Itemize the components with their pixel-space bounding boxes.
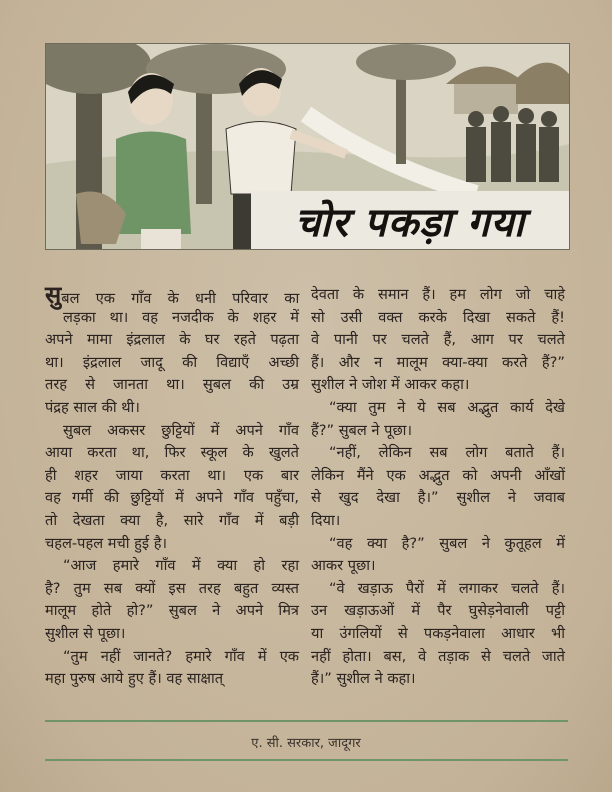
- text-line: [311, 533, 567, 556]
- footer-rule-bottom: [45, 759, 568, 761]
- text-column-right: [311, 284, 567, 691]
- text-line: [45, 487, 301, 510]
- text-line: [311, 465, 567, 488]
- line-text: उन खड़ाऊओं में पैर घुसेड़नेवाली पट्टी: [311, 602, 565, 620]
- drop-cap: सु: [45, 281, 62, 309]
- text-line: [45, 442, 301, 465]
- line-text: सुशील ने जोश में आकर कहा।: [311, 376, 470, 394]
- line-text: मालूम होते हो?” सुबल ने अपने मित्र: [45, 602, 299, 620]
- line-text: “आज हमारे गाँव में क्या हो रहा: [63, 557, 299, 575]
- line-text: महा पुरुष आये हुए हैं। वह साक्षात्: [45, 670, 224, 688]
- story-title: चोर पकड़ा गया: [294, 199, 526, 246]
- line-text: वह गर्मी की छुट्टियों में अपने गाँव पहुँचा,: [45, 489, 299, 507]
- text-line: [45, 555, 301, 578]
- text-line: [45, 352, 301, 375]
- text-line: [45, 600, 301, 623]
- text-line: [311, 374, 567, 397]
- text-line: [45, 646, 301, 669]
- line-text: हैं।” सुशील ने कहा।: [311, 670, 416, 688]
- line-text: आया करता था, फिर स्कूल के खुलते: [45, 444, 299, 462]
- text-line: [311, 578, 567, 601]
- text-line: [45, 397, 301, 420]
- text-line: [45, 307, 301, 330]
- text-line: [45, 623, 301, 646]
- line-text: “वे खड़ाऊ पैरों में लगाकर चलते हैं।: [329, 579, 565, 597]
- text-line: [45, 420, 301, 443]
- line-text: तरह से जानता था। सुबल की उम्र: [45, 376, 299, 394]
- text-line: [45, 329, 301, 352]
- line-text: तो देखता क्या है, सारे गाँव में बड़ी: [45, 511, 299, 529]
- text-line: [311, 442, 567, 465]
- line-text: बल एक गाँव के धनी परिवार का: [61, 290, 300, 307]
- text-line: [45, 510, 301, 533]
- text-line: [311, 646, 567, 669]
- text-line: [311, 284, 567, 307]
- text-line: [311, 307, 567, 330]
- line-text: दिया।: [311, 511, 341, 529]
- line-text: से खुद देखा है।” सुशील ने जवाब: [311, 489, 565, 507]
- text-line: [311, 623, 567, 646]
- text-line: [311, 329, 567, 352]
- text-column-left: [45, 281, 301, 691]
- text-line: [311, 510, 567, 533]
- line-text: है? तुम सब क्यों इस तरह बहुत व्यस्त: [45, 579, 299, 597]
- footer-rule-top: [45, 720, 568, 722]
- text-line: [45, 374, 301, 397]
- text-line: [311, 397, 567, 420]
- line-text: वे पानी पर चलते हैं, आग पर चलते: [311, 331, 565, 349]
- story-title-panel: [251, 191, 569, 249]
- line-text: हैं?” सुबल ने पूछा।: [311, 421, 412, 439]
- line-text: सुशील से पूछा।: [45, 624, 126, 642]
- line-text: पंद्रह साल की थी।: [45, 398, 140, 416]
- text-line: [311, 555, 567, 578]
- line-text: “तुम नहीं जानते? हमारे गाँव में एक: [63, 647, 299, 665]
- author-credit: ए. सी. सरकार, जादूगर: [251, 736, 361, 751]
- line-text: “नहीं, लेकिन सब लोग बताते हैं।: [329, 444, 565, 462]
- line-text: था। इंद्रलाल जादू की विद्याएँ अच्छी: [45, 353, 299, 371]
- text-line: [45, 281, 301, 309]
- text-line: [45, 668, 301, 691]
- line-text: या उंगलियों से पकड़नेवाला आधार भी: [311, 624, 565, 642]
- text-line: [45, 533, 301, 556]
- line-text: ही शहर जाया करता था। एक बार: [45, 466, 299, 484]
- line-text: नहीं होता। बस, वे तड़ाक से चलते जाते: [311, 647, 565, 665]
- line-text: आकर पूछा।: [311, 557, 376, 575]
- text-line: [311, 420, 567, 443]
- text-line: [311, 668, 567, 691]
- line-text: देवता के समान हैं। हम लोग जो चाहे: [311, 286, 565, 303]
- line-text: “वह क्या है?” सुबल ने कुतूहल में: [329, 534, 565, 552]
- line-text: लड़का था। वह नजदीक के शहर में: [63, 308, 299, 326]
- line-text: सुबल अकसर छुट्टियों में अपने गाँव: [63, 421, 299, 439]
- line-text: चहल-पहल मची हुई है।: [45, 534, 167, 552]
- text-line: [45, 465, 301, 488]
- line-text: सो उसी वक्त करके दिखा सकते हैं!: [311, 308, 565, 326]
- text-line: [311, 352, 567, 375]
- line-text: हैं। और न मालूम क्या-क्या करते हैं?”: [311, 353, 565, 371]
- story-illustration: [45, 43, 570, 250]
- text-line: [311, 487, 567, 510]
- text-line: [45, 578, 301, 601]
- line-text: लेकिन मैंने एक अद्भुत को अपनी आँखों: [311, 466, 565, 484]
- line-text: “क्या तुम ने ये सब अद्भुत कार्य देखे: [329, 398, 565, 416]
- line-text: अपने मामा इंद्रलाल के घर रहते पढ़ता: [45, 331, 299, 349]
- text-line: [311, 600, 567, 623]
